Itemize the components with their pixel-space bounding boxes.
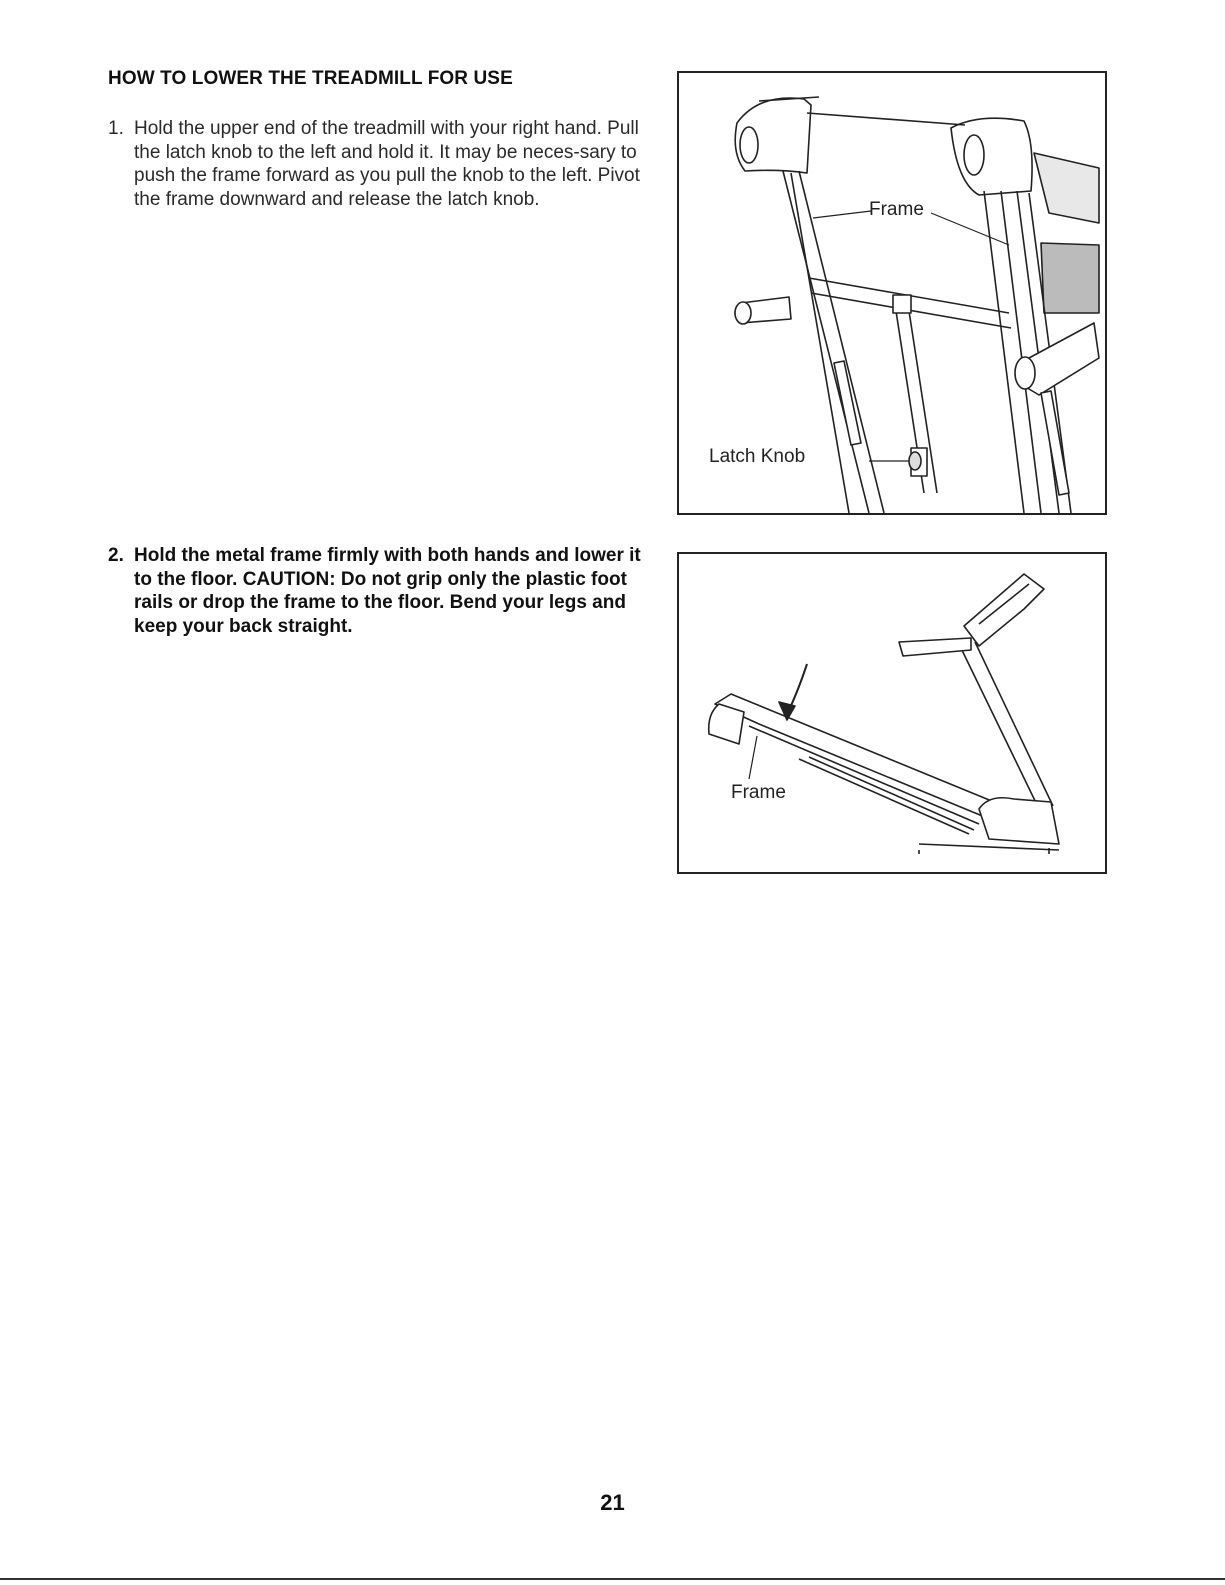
section-heading: HOW TO LOWER THE TREADMILL FOR USE	[108, 68, 513, 89]
step-1-number: 1.	[108, 118, 124, 139]
callout-latch-knob-label: Latch Knob	[709, 446, 806, 467]
step-1-text: Hold the upper end of the treadmill with your right hand. Pull the latch knob to the left and hold it. It may be neces-sary to push the frame forward as you pull the knob to the left. Pivot the frame downward and release the latch knob.	[134, 118, 640, 210]
figure-lower-frame	[677, 552, 1107, 874]
callout-frame-label-2: Frame	[731, 782, 786, 803]
step-2	[108, 544, 653, 638]
step-1	[108, 117, 653, 211]
bottom-divider	[0, 1578, 1225, 1580]
treadmill-lowering-illustration	[679, 554, 1105, 872]
step-2-text: Hold the metal frame firmly with both hands and lower it to the floor. CAUTION: Do not grip only the plastic foot rails or drop the frame to the floor. Bend your legs and keep your back straight.	[134, 545, 641, 637]
step-2-number: 2.	[108, 545, 124, 566]
figure-latch-knob	[677, 71, 1107, 515]
page-number: 21	[600, 1490, 625, 1515]
callout-frame-label: Frame	[869, 199, 924, 220]
